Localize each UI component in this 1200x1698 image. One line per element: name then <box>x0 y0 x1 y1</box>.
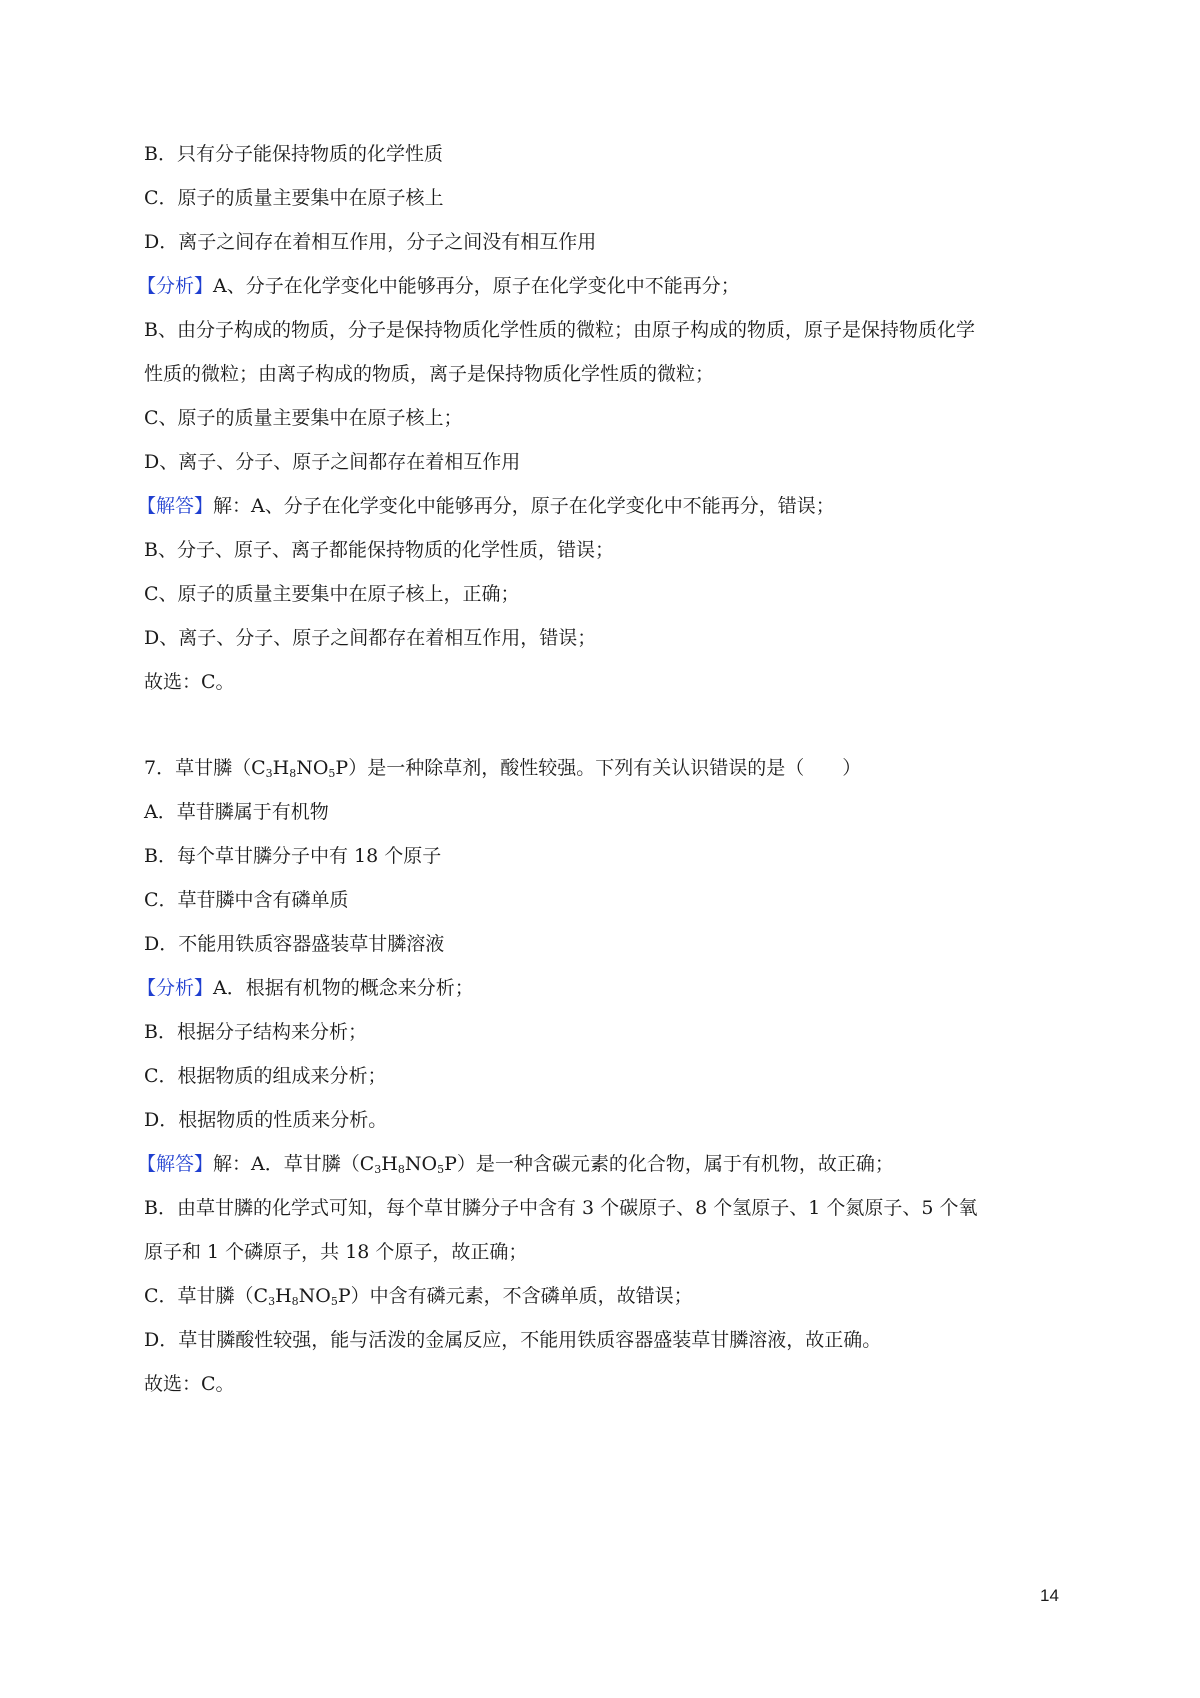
q6-answer-b: B、分子、原子、离子都能保持物质的化学性质，错误； <box>144 539 614 561</box>
q7-analysis-line <box>137 974 474 1002</box>
formula-sub: 8 <box>291 1295 299 1308</box>
formula-part: NO <box>298 1285 331 1307</box>
q7-answer-b2: 原子和 1 个磷原子，共 18 个原子，故正确； <box>144 1241 528 1263</box>
q7-analysis-d: D．根据物质的性质来分析。 <box>144 1109 388 1131</box>
formula-sub: 8 <box>289 767 297 780</box>
formula-sub: 5 <box>330 1295 338 1308</box>
q7-answer-a-pre: 解：A．草甘膦（C <box>213 1153 375 1175</box>
q6-answer-c: C、原子的质量主要集中在原子核上，正确； <box>144 583 520 605</box>
q6-analysis-b1: B、由分子构成的物质，分子是保持物质化学性质的微粒；由原子构成的物质，原子是保持物质化学 <box>144 319 975 341</box>
q7-option-c: C．草苷膦中含有磷单质 <box>144 889 349 911</box>
formula-sub: 5 <box>437 1163 445 1176</box>
q6-answer-d: D、离子、分子、原子之间都存在着相互作用，错误； <box>144 627 597 649</box>
formula-sub: 3 <box>374 1163 382 1176</box>
formula-sub: 8 <box>397 1163 405 1176</box>
q7-question-post: P）是一种除草剂，酸性较强。下列有关认识错误的是（ ） <box>335 757 862 779</box>
q7-option-b: B．每个草甘膦分子中有 18 个原子 <box>144 845 442 867</box>
q7-answer-c <box>144 1282 693 1316</box>
formula-part: H <box>272 757 290 779</box>
q6-analysis-line <box>137 272 740 300</box>
q6-answer-line <box>137 492 835 520</box>
q7-answer-choice: 故选：C。 <box>144 1373 235 1395</box>
q7-question <box>144 754 861 788</box>
q6-answer-choice: 故选：C。 <box>144 671 235 693</box>
answer-tag: 【解答】 <box>137 1153 214 1175</box>
q6-answer-text: 解：A、分子在化学变化中能够再分，原子在化学变化中不能再分，错误； <box>213 495 835 517</box>
option-c-line: C．原子的质量主要集中在原子核上 <box>144 187 444 209</box>
q7-answer-d: D．草甘膦酸性较强，能与活泼的金属反应，不能用铁质容器盛装草甘膦溶液，故正确。 <box>144 1329 882 1351</box>
q7-question-pre: 7．草甘膦（C <box>144 757 266 779</box>
analysis-tag: 【分析】 <box>137 977 214 999</box>
q6-analysis-b2: 性质的微粒；由离子构成的物质，离子是保持物质化学性质的微粒； <box>144 363 715 385</box>
q7-answer-c-post: P）中含有磷元素，不含磷单质，故错误； <box>337 1285 693 1307</box>
analysis-tag: 【分析】 <box>137 275 214 297</box>
q7-option-d: D．不能用铁质容器盛装草甘膦溶液 <box>144 933 445 955</box>
q7-answer-c-pre: C．草甘膦（C <box>144 1285 269 1307</box>
q7-answer-a-post: P）是一种含碳元素的化合物，属于有机物，故正确； <box>444 1153 894 1175</box>
q7-analysis-text: A．根据有机物的概念来分析； <box>213 977 474 999</box>
q6-analysis-c: C、原子的质量主要集中在原子核上； <box>144 407 463 429</box>
formula-part: H <box>381 1153 398 1175</box>
q7-analysis-c: C．根据物质的组成来分析； <box>144 1065 387 1087</box>
q6-analysis-text: A、分子在化学变化中能够再分，原子在化学变化中不能再分； <box>213 275 740 297</box>
page-number: 14 <box>1040 1586 1059 1605</box>
q7-option-a: A．草苷膦属于有机物 <box>144 801 329 823</box>
option-d-line: D．离子之间存在着相互作用，分子之间没有相互作用 <box>144 231 597 253</box>
option-b-line: B．只有分子能保持物质的化学性质 <box>144 143 443 165</box>
q7-answer-line <box>137 1150 894 1184</box>
formula-sub: 3 <box>265 767 273 780</box>
formula-part: NO <box>296 757 329 779</box>
answer-tag: 【解答】 <box>137 495 214 517</box>
formula-part: NO <box>404 1153 438 1175</box>
q7-answer-b1: B．由草甘膦的化学式可知，每个草甘膦分子中含有 3 个碳原子、8 个氢原子、1 个氮原子、5 个氧 <box>144 1197 978 1219</box>
q6-analysis-d: D、离子、分子、原子之间都存在着相互作用 <box>144 451 521 473</box>
formula-sub: 3 <box>268 1295 276 1308</box>
formula-part: H <box>275 1285 292 1307</box>
formula-sub: 5 <box>328 767 336 780</box>
q7-analysis-b: B．根据分子结构来分析； <box>144 1021 367 1043</box>
